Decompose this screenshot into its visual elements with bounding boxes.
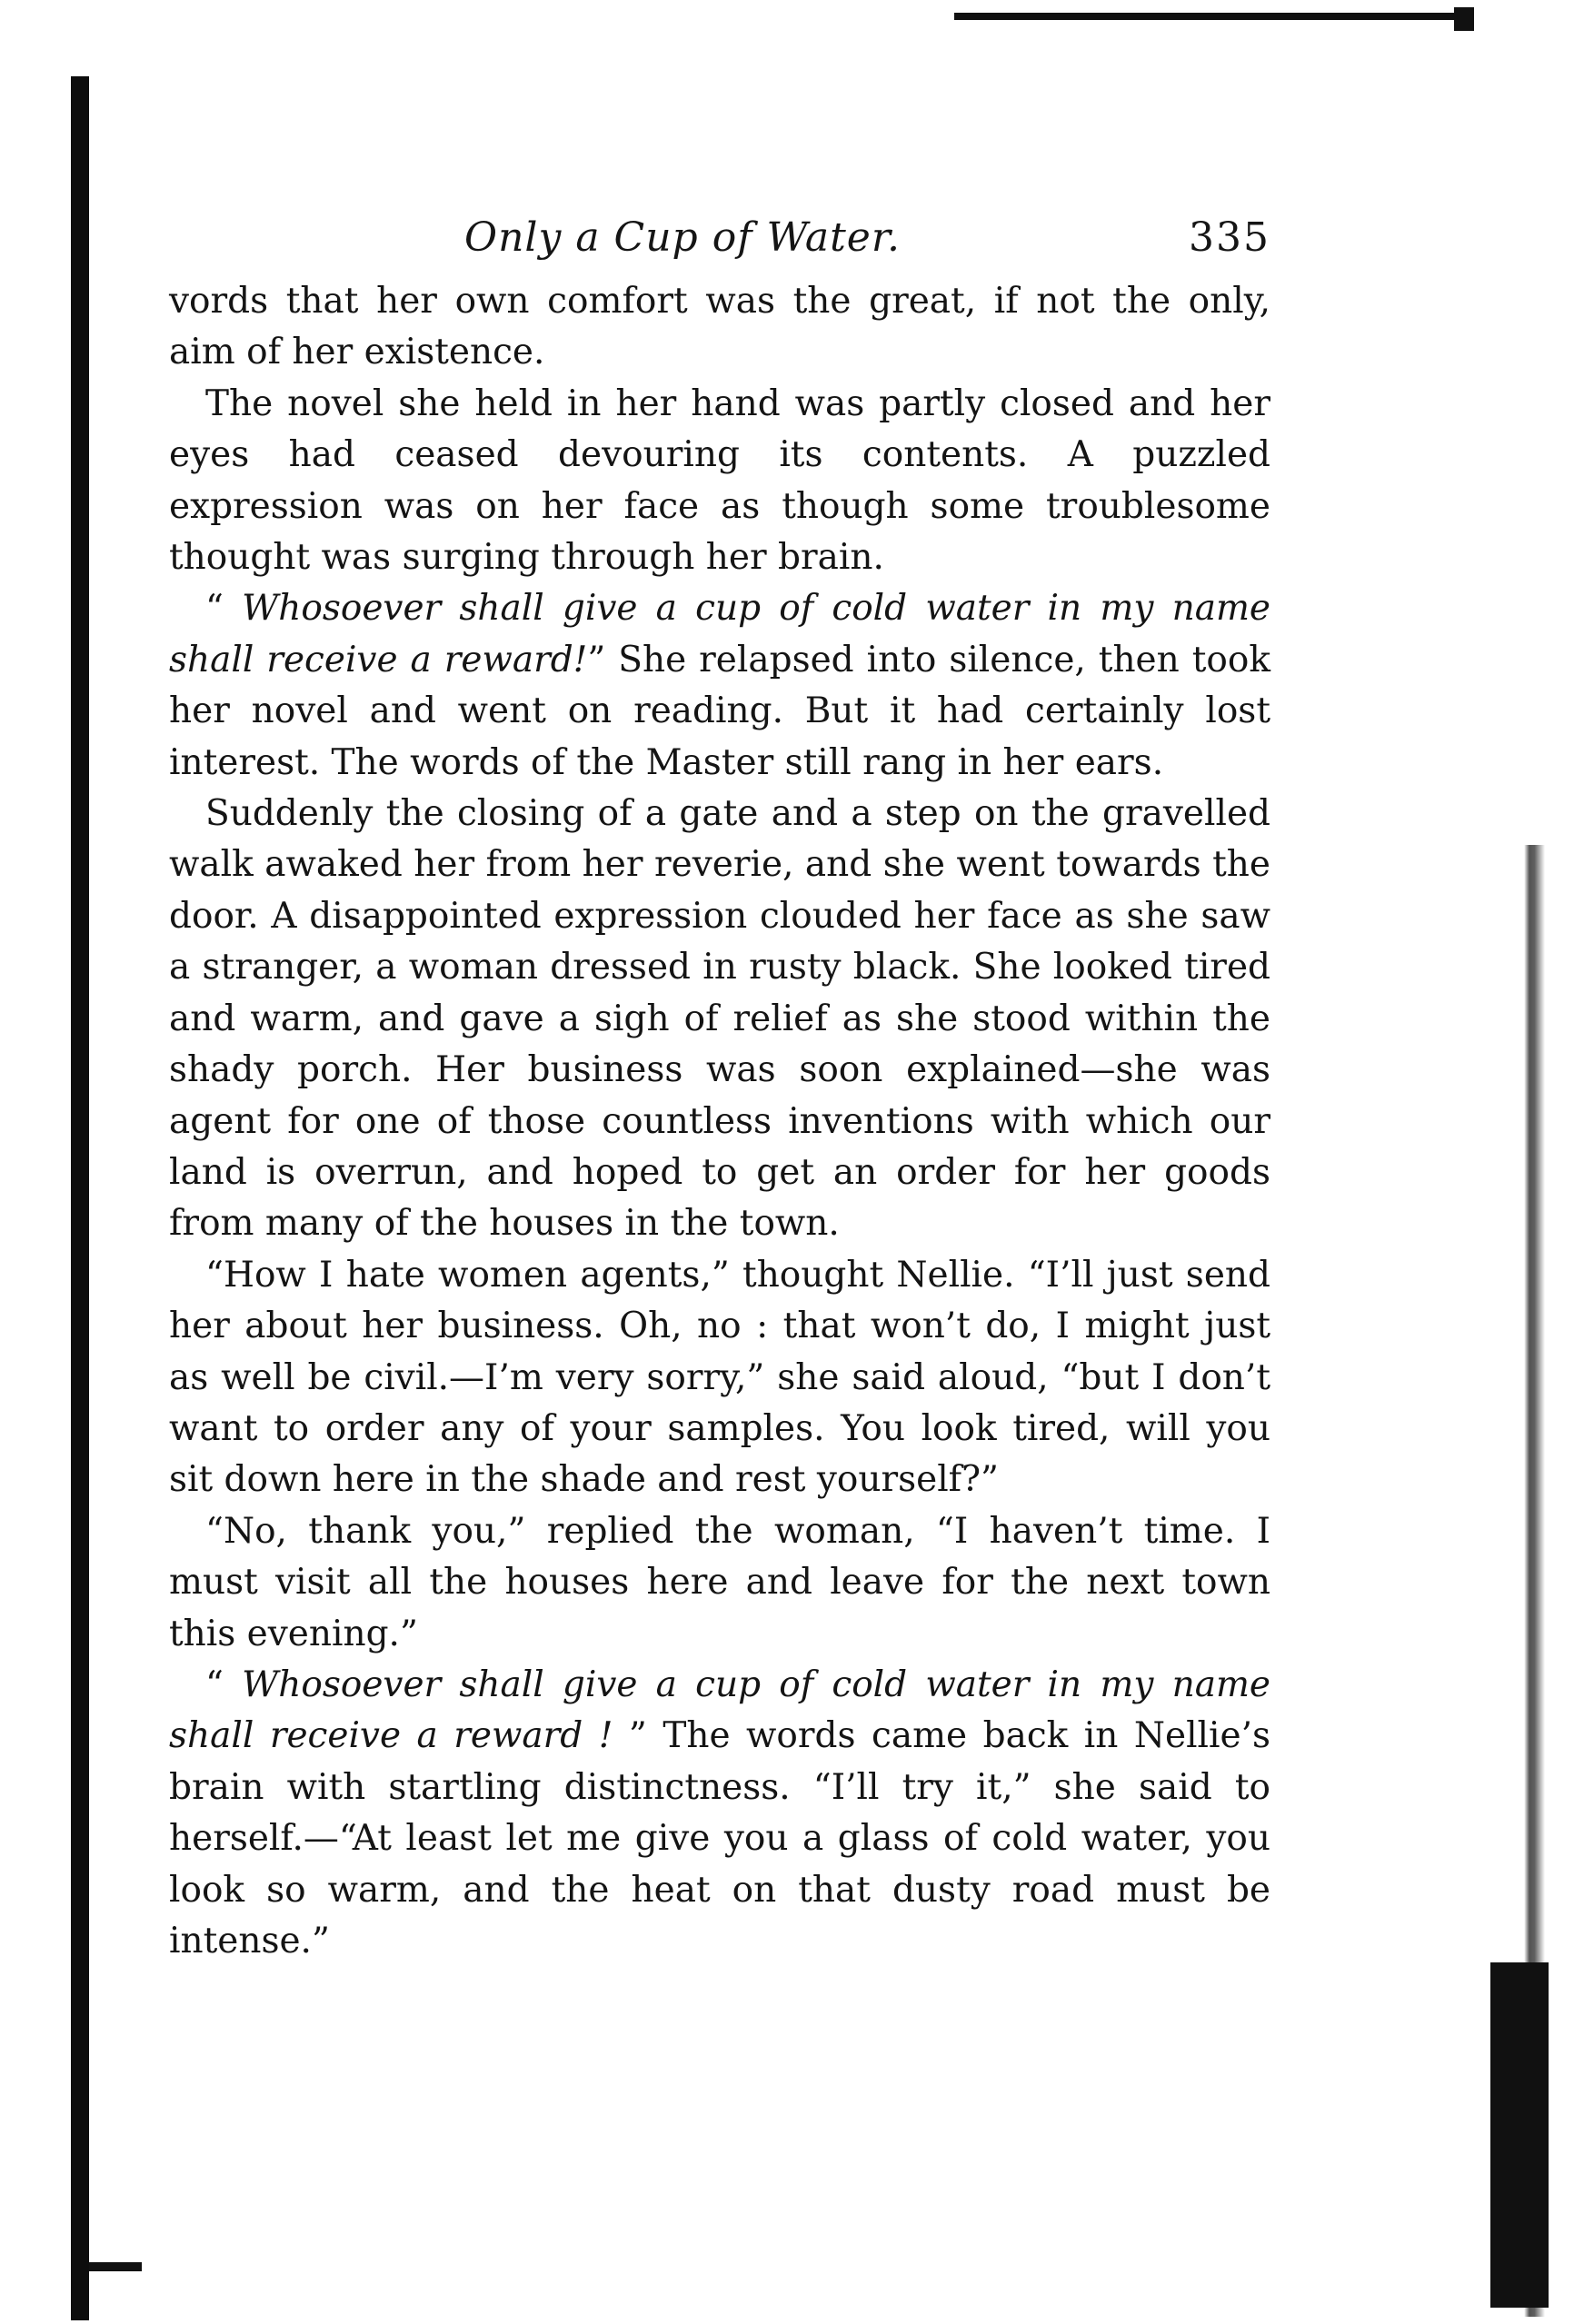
paragraph (169, 1250, 1270, 1506)
page-number: 335 (1189, 214, 1270, 261)
running-header (169, 202, 1270, 274)
body-text (169, 276, 1270, 1967)
book-page (169, 202, 1270, 1967)
running-title: Only a Cup of Water. (464, 214, 902, 261)
scripture-quote: Whosoever shall give a cup of cold water in my name shall receive a reward ! (169, 1664, 1271, 1757)
top-edge-rule-end (1454, 7, 1474, 31)
text-run: The novel she held in her hand was partly closed and her eyes had ceased devouring its contents. A puzzled expression was on her face as though some troublesome thought was surging through her brain. (169, 382, 1270, 579)
paragraph (169, 379, 1270, 584)
paragraph (169, 583, 1270, 789)
text-run: Suddenly the closing of a gate and a step on the gravelled walk awaked her from her reverie, and she went towards the door. A disappointed expression clouded her face as she saw a stranger, a woman dressed in rusty black. She looked tired and warm, and gave a sigh of relief as she stood within the shady porch. Her business was soon explained—she was agent for one of those countless inventions with which our land is overrun, and hoped to get an order for her goods from many of the houses in the town. (169, 793, 1270, 1245)
text-run: “ (205, 588, 243, 630)
paragraph (169, 1660, 1270, 1967)
text-run: ” The words came back in Nellie’s brain with startling distinctness. “I’ll try it,” she said to herself.—“At least let me give you a glass of cold water, you look so warm, and the heat on that dusty road must be intense.” (169, 1715, 1270, 1961)
left-binding-shadow (71, 76, 89, 2320)
paragraph (169, 1506, 1270, 1660)
text-run: vords that her own comfort was the great, if not the only, aim of her existence. (169, 281, 1270, 373)
text-run: ” She relapsed into silence, then took her novel and went on reading. But it had certainly lost interest. The words of the Master still rang in her ears. (169, 639, 1270, 783)
right-edge-dark-band (1490, 1962, 1549, 2308)
text-run: “ (205, 1664, 243, 1705)
scripture-quote: Whosoever shall give a cup of cold water in my name shall receive a reward! (169, 588, 1271, 680)
paragraph (169, 276, 1270, 379)
top-edge-rule (954, 13, 1472, 20)
left-binding-foot (89, 2262, 142, 2271)
text-run: “No, thank you,” replied the woman, “I haven’t time. I must visit all the houses here and leave for the next town this evening.” (169, 1510, 1270, 1654)
text-run: “How I hate women agents,” thought Nellie. “I’ll just send her about her business. Oh, no : that won’t do, I might just as well be civil.—I’m very sorry,” she said aloud, “but I don’t want to order any of your samples. You look tired, will you sit down here in the shade and rest yourself?” (169, 1254, 1270, 1501)
paragraph (169, 789, 1270, 1250)
